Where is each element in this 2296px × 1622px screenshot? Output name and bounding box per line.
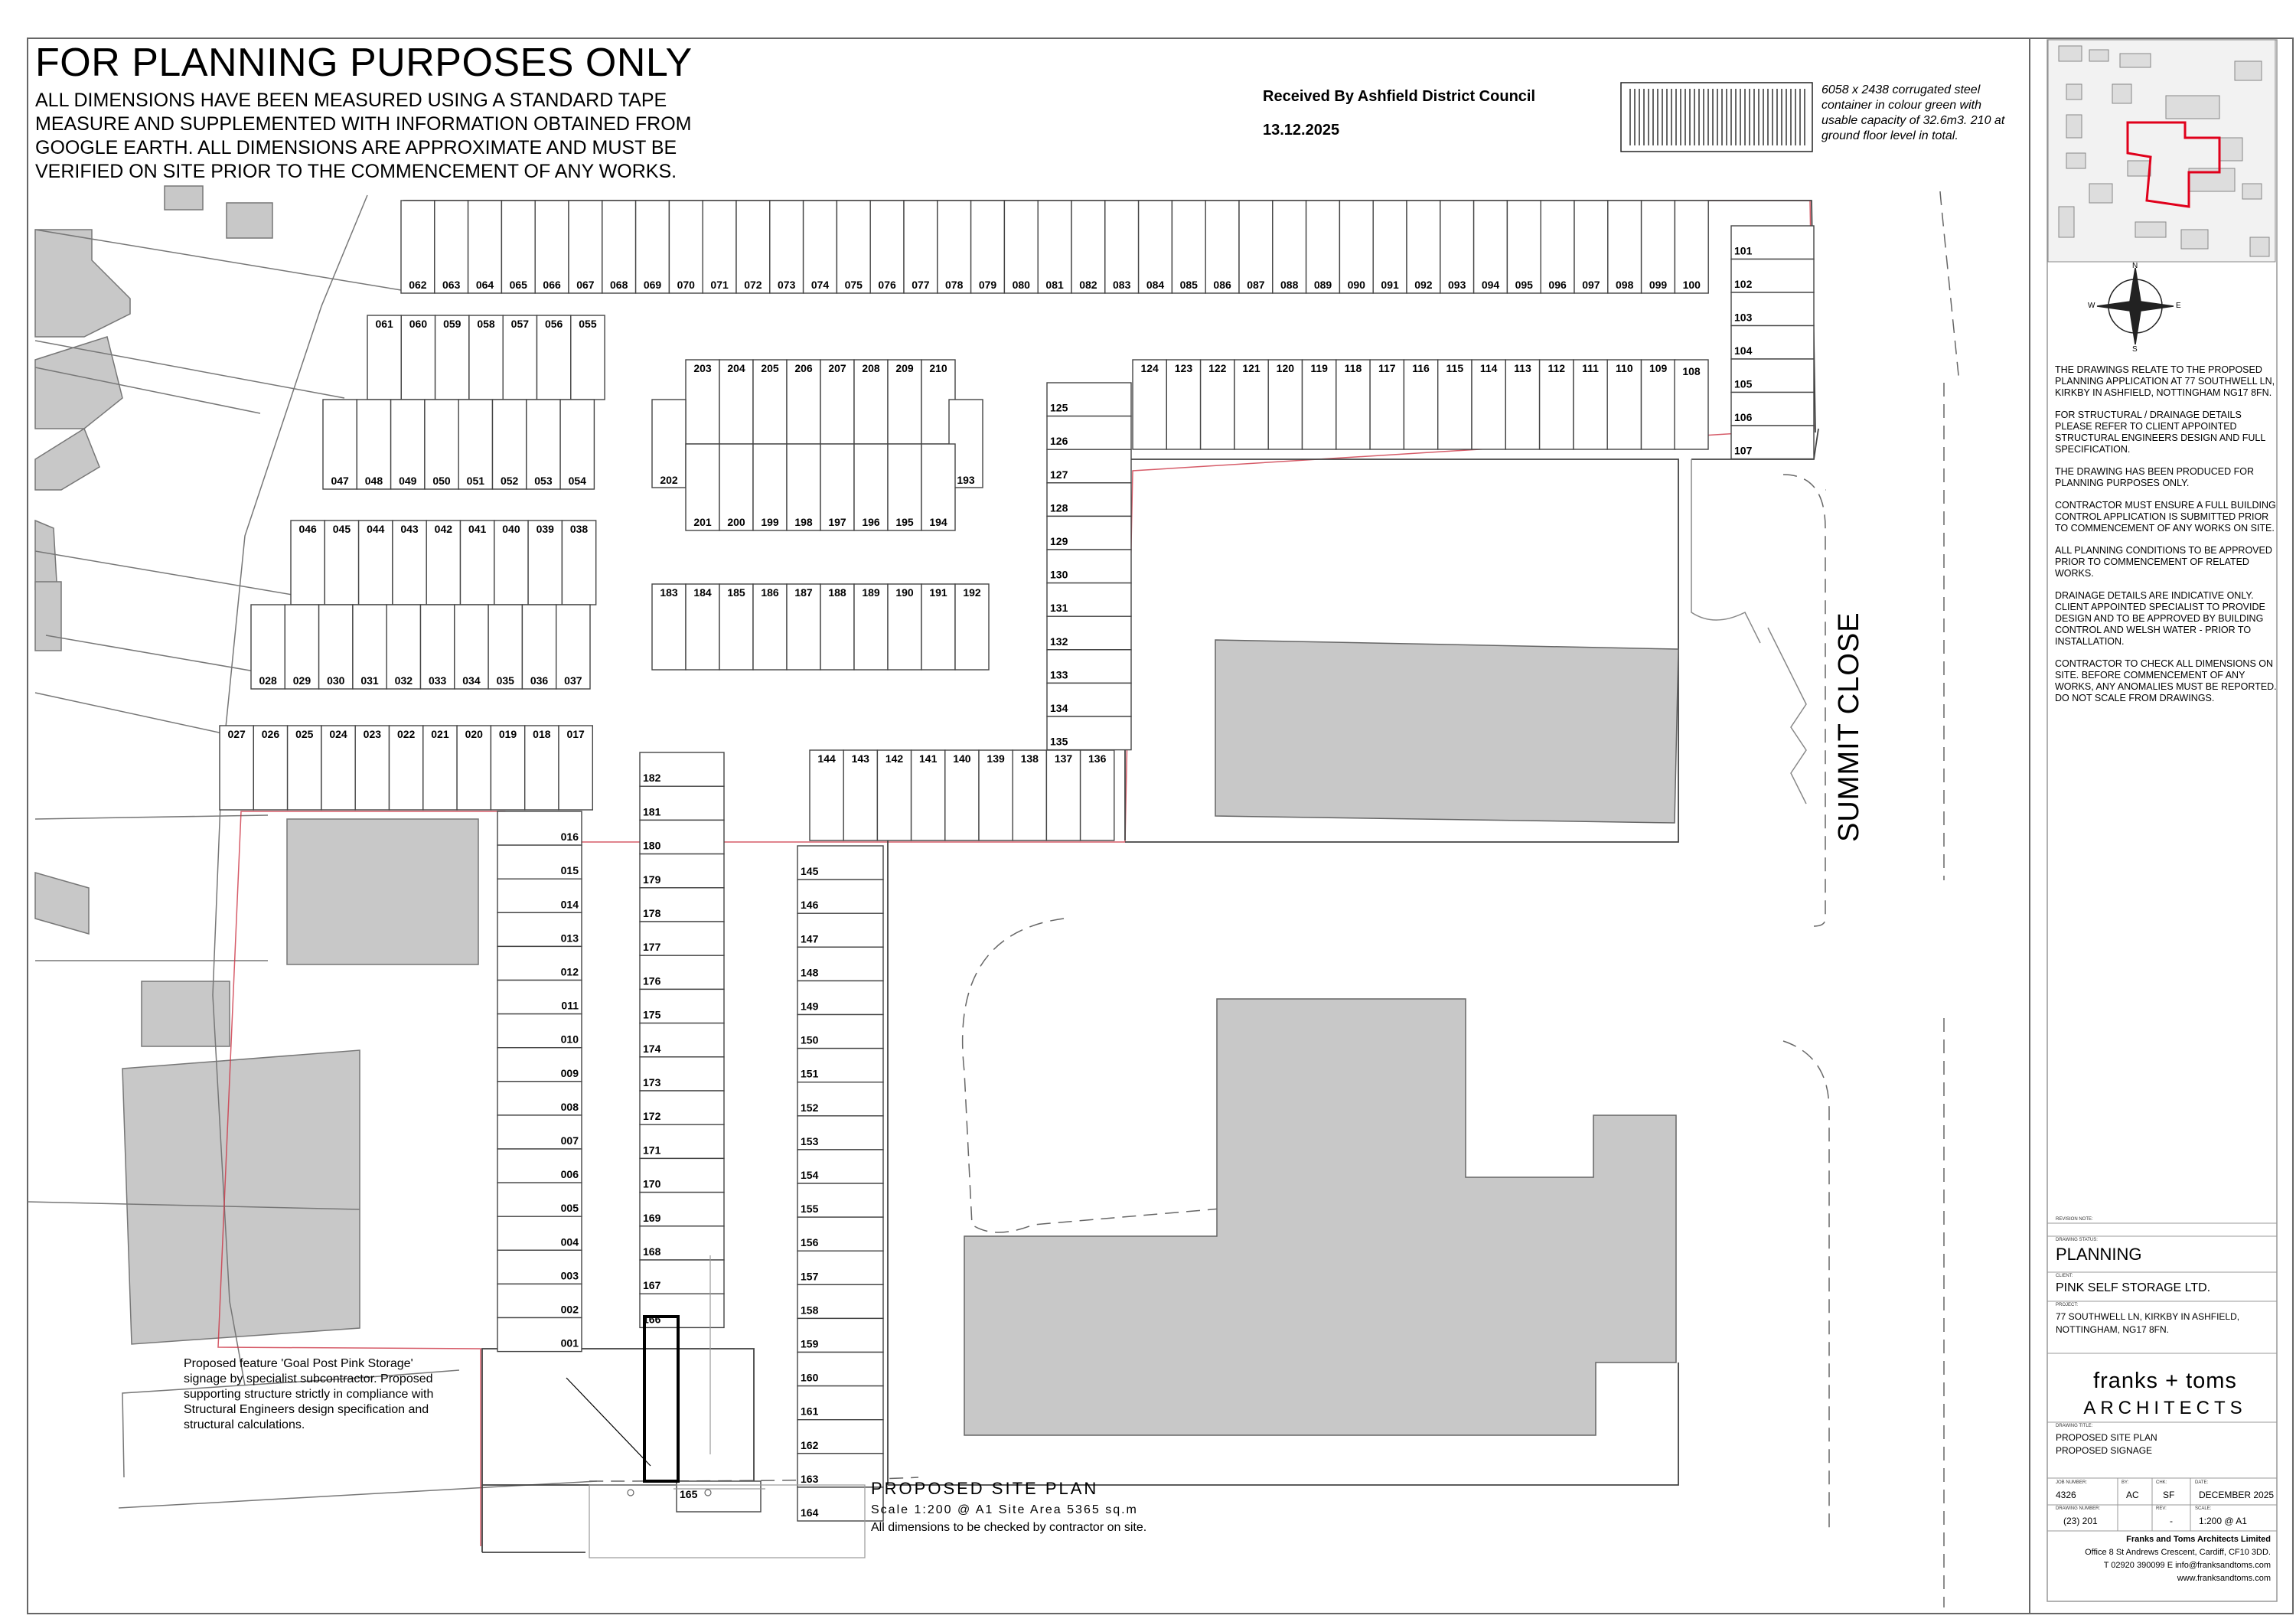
unit-label: 122 [1208,362,1227,374]
page-title: FOR PLANNING PURPOSES ONLY [35,41,693,85]
unit-label: 090 [1347,279,1365,291]
rev-label: REV: [2156,1506,2167,1511]
unit-label: 025 [295,728,314,740]
unit-label: 153 [801,1134,819,1147]
unit-label: 027 [227,728,246,740]
date-label: DATE: [2195,1480,2209,1485]
unit-label: 083 [1113,279,1131,291]
company-address: Office 8 St Andrews Crescent, Cardiff, CF10 3DD. [2085,1548,2271,1557]
unit-label: 074 [810,279,830,291]
unit-label: 058 [477,318,495,330]
architect-brand: franks + toms [2093,1369,2237,1393]
unit-label: 032 [394,674,413,687]
unit-label: 059 [443,318,461,330]
unit-label: 177 [643,941,661,954]
unit-label: 132 [1050,635,1068,648]
unit-label: 091 [1381,279,1399,291]
unit-label: 062 [409,279,427,291]
unit-label: 128 [1050,501,1068,514]
unit-label: 079 [978,279,997,291]
unit-label: 078 [945,279,964,291]
unit-label: 188 [828,586,846,599]
unit-label: 194 [929,516,947,528]
scale-label: SCALE: [2195,1506,2212,1511]
plan-scale: Scale 1:200 @ A1 Site Area 5365 sq.m [871,1503,1138,1516]
unit-label: 120 [1276,362,1295,374]
turning-head [1691,459,1806,804]
unit-label: 010 [560,1033,579,1046]
unit-label: 166 [643,1313,661,1326]
unit-label: 070 [677,279,695,291]
unit-label: 210 [929,362,947,374]
unit-label: 208 [862,362,880,374]
revision: - [2170,1516,2173,1526]
compass-e: E [2176,302,2181,310]
unit-label: 097 [1582,279,1600,291]
unit-label: 139 [987,752,1005,765]
unit-label: 046 [298,523,317,535]
unit-label: 002 [560,1303,579,1316]
unit-label: 101 [1734,244,1753,257]
unit-label: 017 [566,728,585,740]
unit-label: 039 [536,523,554,535]
unit-label: 061 [375,318,393,330]
unit-label: 129 [1050,535,1068,547]
compass-w: W [2088,302,2095,310]
unit-label: 176 [643,974,661,987]
unit-label: 140 [953,752,971,765]
unit-label: 005 [560,1202,579,1215]
unit-label: 181 [643,805,661,818]
unit-label: 042 [434,523,453,535]
unit-label: 205 [761,362,779,374]
plan-note: All dimensions to be checked by contractor on site. [871,1521,1147,1534]
project-label: PROJECT: [2056,1303,2079,1307]
unit-label: 033 [428,674,447,687]
unit-label: 069 [643,279,662,291]
drawn-by: AC [2126,1490,2139,1500]
unit-label: 200 [727,516,745,528]
unit-label: 087 [1247,279,1265,291]
signage-note: Proposed feature 'Goal Post Pink Storage' signage by specialist subcontractor. Proposed supporting structure strictly in compliance with Structural Engineers design specification and structural calculations. [184,1357,434,1431]
drawing-number: (23) 201 [2063,1516,2098,1526]
unit-label: 053 [534,475,553,487]
unit-label: 138 [1020,752,1039,765]
unit-label: 193 [957,474,975,486]
unit-label: 102 [1734,278,1753,290]
unit-label: 063 [442,279,461,291]
unit-label: 082 [1079,279,1097,291]
note-3: THE DRAWING HAS BEEN PRODUCED FOR PLANNING PURPOSES ONLY. [2055,466,2254,488]
job-number: 4326 [2056,1490,2076,1500]
unit-label: 008 [560,1100,579,1113]
unit-label: 044 [367,523,385,535]
received-date: 13.12.2025 [1263,122,1340,139]
street-name: SUMMIT CLOSE [1833,612,1865,842]
unit-label: 050 [432,475,451,487]
unit-label: 018 [533,728,551,740]
north-compass [2097,268,2174,344]
unit-label: 099 [1649,279,1668,291]
container-symbol [1621,83,1812,152]
dimension-disclaimer: ALL DIMENSIONS HAVE BEEN MEASURED USING A STANDARD TAPE MEASURE AND SUPPLEMENTED WITH INFORMATION OBTAINED FROM GOOGLE EARTH. ALL DIMENSIONS ARE APPROXIMATE AND MUST BE VERIFIED ON SITE PRIOR TO THE COMMENCEMENT OF ANY WORKS. [35,90,692,182]
unit-label: 155 [801,1203,819,1216]
unit-label: 015 [560,864,579,877]
unit-label: 206 [794,362,813,374]
unit-label: 107 [1734,444,1753,457]
unit-label: 173 [643,1076,661,1088]
unit-label: 081 [1045,279,1064,291]
job-label: JOB NUMBER: [2056,1480,2088,1485]
unit-label: 182 [643,772,661,785]
unit-label: 137 [1054,752,1073,765]
unit-label: 148 [801,966,819,979]
unit-label: 089 [1313,279,1332,291]
received-stamp [1263,80,1535,147]
checked-by: SF [2163,1490,2175,1500]
project-address: 77 SOUTHWELL LN, KIRKBY IN ASHFIELD, NOTTINGHAM, NG17 8FN. [2056,1311,2240,1335]
unit-label: 146 [801,899,819,912]
unit-label: 007 [560,1134,579,1147]
unit-label: 009 [560,1066,579,1079]
unit-label: 115 [1446,362,1464,374]
note-6: DRAINAGE DETAILS ARE INDICATIVE ONLY. CLIENT APPOINTED SPECIALIST TO PROVIDE DESIGN AND TO BE APPROVED BY BUILDING CONTROL AND WELSH WATER - PRIOR TO INSTALLATION. [2055,590,2265,647]
unit-label: 158 [801,1304,819,1317]
unit-label: 034 [462,674,481,687]
company-name: Franks and Toms Architects Limited [2126,1535,2271,1544]
unit-label: 020 [465,728,483,740]
company-website: www.franksandtoms.com [2177,1574,2271,1583]
unit-label: 036 [530,674,549,687]
unit-label: 105 [1734,377,1753,390]
unit-label: 088 [1280,279,1299,291]
unit-label: 077 [912,279,930,291]
unit-label: 093 [1448,279,1466,291]
unit-label: 024 [329,728,347,740]
unit-label: 040 [502,523,520,535]
unit-label: 045 [332,523,351,535]
general-notes [2055,364,2277,715]
unit-label: 135 [1050,735,1068,748]
unit-label: 125 [1050,401,1068,414]
unit-label: 136 [1088,752,1107,765]
unit-label: 031 [360,674,379,687]
unit-label: 076 [878,279,896,291]
unit-label: 013 [560,932,579,945]
unit-label: 185 [727,586,745,599]
unit-label: 204 [727,362,745,374]
by-label: BY: [2122,1480,2129,1485]
unit-label: 186 [761,586,779,599]
unit-label: 075 [844,279,863,291]
unit-label: 012 [560,965,579,978]
unit-label: 100 [1682,279,1701,291]
drawing-date: DECEMBER 2025 [2199,1490,2275,1500]
compass-n: N [2132,262,2138,270]
unit-label: 207 [828,362,846,374]
unit-label: 156 [801,1236,819,1249]
unit-label: 184 [693,586,712,599]
unit-label: 028 [259,674,277,687]
unit-label: 142 [885,752,904,765]
container-note: 6058 x 2438 corrugated steel container in colour green with usable capacity of 32.6m3. 210 at ground floor level in total. [1821,83,2005,142]
unit-label: 160 [801,1371,819,1384]
unit-label: 163 [801,1472,819,1485]
unit-label: 104 [1734,344,1753,357]
unit-label: 098 [1616,279,1634,291]
unit-label: 152 [801,1101,819,1114]
unit-label: 199 [761,516,779,528]
company-contact: T 02920 390099 E info@franksandtoms.com [2103,1561,2271,1570]
drawing-status: PLANNING [2056,1245,2142,1264]
unit-label: 190 [895,586,914,599]
unit-label: 094 [1481,279,1500,291]
unit-label: 014 [560,898,579,911]
unit-label: 113 [1514,362,1531,374]
unit-label: 159 [801,1337,819,1350]
note-2: FOR STRUCTURAL / DRAINAGE DETAILS PLEASE REFER TO CLIENT APPOINTED STRUCTURAL ENGINEERS DESIGN AND FULL SPECIFICATION. [2055,410,2265,455]
proposed-signage [644,1317,678,1481]
unit-label: 071 [710,279,729,291]
unit-label: 123 [1174,362,1193,374]
note-5: ALL PLANNING CONDITIONS TO BE APPROVED PRIOR TO COMMENCEMENT OF RELATED WORKS. [2055,545,2272,579]
unit-label: 167 [643,1279,661,1292]
unit-label: 133 [1050,668,1068,681]
unit-label: 021 [431,728,449,740]
unit-label: 175 [643,1008,661,1021]
drawing-title-1: PROPOSED SITE PLAN [2056,1432,2157,1443]
unit-label: 057 [510,318,530,330]
unit-label: 026 [261,728,280,740]
unit-label: 085 [1179,279,1198,291]
unit-label: 067 [576,279,595,291]
unit-label: 178 [643,907,661,919]
unit-label: 196 [862,516,880,528]
unit-label: 068 [610,279,628,291]
unit-label: 180 [643,839,661,852]
unit-label: 108 [1682,365,1701,377]
dwg-label: DRAWING NUMBER: [2056,1506,2101,1511]
revision-label: REVISION NOTE: [2056,1217,2093,1222]
unit-label: 030 [327,674,345,687]
unit-label: 110 [1616,362,1633,374]
unit-label: 130 [1050,568,1068,581]
unit-label: 047 [331,475,349,487]
unit-label: 060 [409,318,428,330]
unit-label: 162 [801,1438,819,1451]
unit-label: 038 [569,523,589,535]
unit-label: 126 [1050,435,1068,448]
unit-label: 179 [643,873,661,886]
client-label: CLIENT: [2056,1274,2073,1278]
unit-label: 157 [801,1270,819,1283]
unit-label: 073 [778,279,796,291]
unit-label: 041 [468,523,487,535]
unit-label: 029 [292,674,311,687]
unit-label: 112 [1548,362,1566,374]
unit-label: 192 [963,586,981,599]
unit-label: 086 [1213,279,1231,291]
unit-label: 023 [363,728,382,740]
unit-label: 022 [396,728,416,740]
unit-label: 051 [466,475,485,487]
unit-label: 003 [560,1269,579,1282]
unit-label: 124 [1140,362,1159,374]
unit-label: 011 [561,999,579,1012]
note-7: CONTRACTOR TO CHECK ALL DIMENSIONS ON SITE. BEFORE COMMENCEMENT OF ANY WORKS, ANY ANOMALIES MUST BE REPORTED. DO NOT SCALE FROM DRAWINGS. [2055,658,2277,703]
unit-label: 056 [544,318,563,330]
unit-label: 134 [1050,702,1068,714]
unit-label: 048 [364,475,383,487]
compass-s: S [2132,345,2138,354]
unit-label: 114 [1479,362,1498,374]
unit-label: 052 [500,475,519,487]
unit-label: 144 [817,752,836,765]
unit-label: 201 [693,516,712,528]
unit-label: 054 [568,475,586,487]
unit-label: 172 [643,1110,661,1123]
unit-label: 143 [851,752,869,765]
unit-label: 064 [475,279,494,291]
unit-label: 209 [895,362,914,374]
unit-label: 170 [643,1177,661,1190]
unit-label: 197 [828,516,846,528]
unit-label: 168 [643,1245,661,1258]
unit-label: 149 [801,1000,819,1013]
unit-label: 154 [801,1169,819,1181]
unit-label: 121 [1242,362,1261,374]
client-name: PINK SELF STORAGE LTD. [2056,1281,2211,1294]
unit-label: 171 [643,1144,661,1157]
unit-label: 161 [801,1405,819,1418]
unit-label: 164 [801,1506,819,1519]
unit-label: 006 [560,1168,579,1181]
unit-label: 151 [801,1067,819,1080]
unit-label: 080 [1012,279,1030,291]
unit-label: 055 [579,318,597,330]
unit-label: 189 [862,586,880,599]
unit-label: 095 [1515,279,1533,291]
unit-label: 174 [643,1042,661,1055]
architect-brand-sub: ARCHITECTS [2083,1398,2247,1418]
unit-label: 141 [919,752,938,765]
signage-leader [566,1378,651,1466]
drawing-scale: 1:200 @ A1 [2199,1516,2247,1526]
unit-label: 092 [1414,279,1433,291]
unit-label: 119 [1310,362,1328,374]
unit-label: 147 [801,932,819,945]
unit-label: 195 [895,516,914,528]
status-label: DRAWING STATUS: [2056,1238,2098,1242]
unit-label: 202 [660,474,678,486]
unit-label: 169 [643,1211,661,1224]
plan-title: PROPOSED SITE PLAN [871,1479,1099,1498]
title-block-frame [2047,40,2277,1601]
unit-label: 016 [560,831,579,844]
unit-label: 072 [744,279,762,291]
unit-label: 187 [794,586,813,599]
unit-label: 103 [1734,311,1753,324]
unit-label: 198 [794,516,813,528]
unit-label: 116 [1412,362,1430,374]
unit-label: 096 [1548,279,1567,291]
unit-label: 150 [801,1033,819,1046]
note-4: CONTRACTOR MUST ENSURE A FULL BUILDING CONTROL APPLICATION IS SUBMITTED PRIOR TO COMMENCEMENT OF ANY WORKS ON SITE. [2055,500,2276,534]
unit-label: 066 [543,279,561,291]
chk-label: CHK: [2156,1480,2167,1485]
unit-label: 084 [1146,279,1165,291]
received-by: Received By Ashfield District Council [1263,88,1536,105]
unit-label: 131 [1050,602,1068,615]
unit-label: 004 [560,1235,579,1248]
unit-label: 049 [399,475,417,487]
unit-label: 191 [929,586,947,599]
unit-label: 145 [801,865,819,878]
unit-label: 111 [1582,362,1599,374]
unit-label: 109 [1649,362,1668,374]
unit-label: 203 [693,362,712,374]
location-map [2048,40,2275,262]
unit-label: 183 [660,586,678,599]
unit-label: 106 [1734,411,1753,423]
note-1: THE DRAWINGS RELATE TO THE PROPOSED PLANNING APPLICATION AT 77 SOUTHWELL LN, KIRKBY IN ASHFIELD, NOTTINGHAM NG17 8FN. [2055,364,2275,398]
unit-label: 001 [560,1336,579,1349]
unit-label: 043 [400,523,419,535]
unit-label: 127 [1050,468,1068,481]
unit-label: 117 [1378,362,1396,374]
drawing-title-label: DRAWING TITLE: [2056,1424,2093,1428]
unit-label: 035 [496,674,514,687]
drawing-title-2: PROPOSED SIGNAGE [2056,1445,2153,1456]
unit-label: 037 [564,674,582,687]
unit-label: 165 [680,1488,698,1500]
unit-label: 019 [498,728,517,740]
unit-label: 118 [1344,362,1362,374]
unit-label: 065 [509,279,527,291]
company-details [2055,1533,2271,1585]
